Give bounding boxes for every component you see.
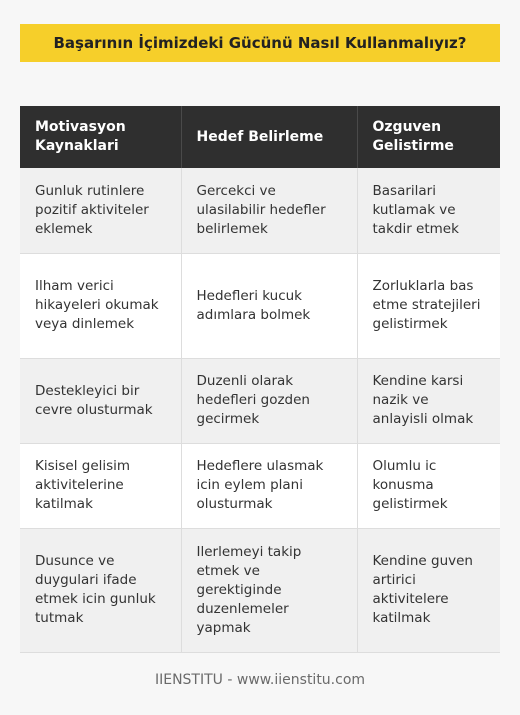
table-cell: Hedefleri kucuk adımlara bolmek (181, 253, 357, 358)
table-row (20, 168, 500, 253)
table-row (20, 443, 500, 528)
table-cell: Ilerlemeyi takip etmek ve gerektiginde duzenlemeler yapmak (181, 528, 357, 652)
table-header-row (20, 106, 500, 168)
column-header-motivation: Motivasyon Kaynaklari (20, 106, 181, 168)
table-cell: Dusunce ve duygulari ifade etmek icin gunluk tutmak (20, 528, 181, 652)
table-cell: Gunluk rutinlere pozitif aktiviteler eklemek (20, 168, 181, 253)
table-cell: Destekleyici bir cevre olusturmak (20, 358, 181, 443)
table-cell: Kendine karsi nazik ve anlayisli olmak (357, 358, 500, 443)
table-cell: Olumlu ic konusma gelistirmek (357, 443, 500, 528)
table-cell: Duzenli olarak hedefleri gozden gecirmek (181, 358, 357, 443)
comparison-table (20, 106, 500, 653)
table-cell: Gercekci ve ulasilabilir hedefler belirlemek (181, 168, 357, 253)
table-cell: Hedeflere ulasmak icin eylem plani olusturmak (181, 443, 357, 528)
column-header-goal-setting: Hedef Belirleme (181, 106, 357, 168)
title-banner (20, 24, 500, 62)
table-cell: Basarilari kutlamak ve takdir etmek (357, 168, 500, 253)
footer-credit: IIENSTITU - www.iienstitu.com (154, 672, 366, 688)
table-cell: Kendine guven artirici aktivitelere katilmak (357, 528, 500, 652)
table-row (20, 253, 500, 358)
table-cell: Kisisel gelisim aktivitelerine katilmak (20, 443, 181, 528)
table-cell: Ilham verici hikayeleri okumak veya dinlemek (20, 253, 181, 358)
table-row (20, 528, 500, 652)
page-title: Başarının İçimizdeki Gücünü Nasıl Kullanmalıyız? (53, 34, 467, 52)
column-header-self-confidence: Ozguven Gelistirme (357, 106, 500, 168)
table-row (20, 358, 500, 443)
table-cell: Zorluklarla bas etme stratejileri gelistirmek (357, 253, 500, 358)
